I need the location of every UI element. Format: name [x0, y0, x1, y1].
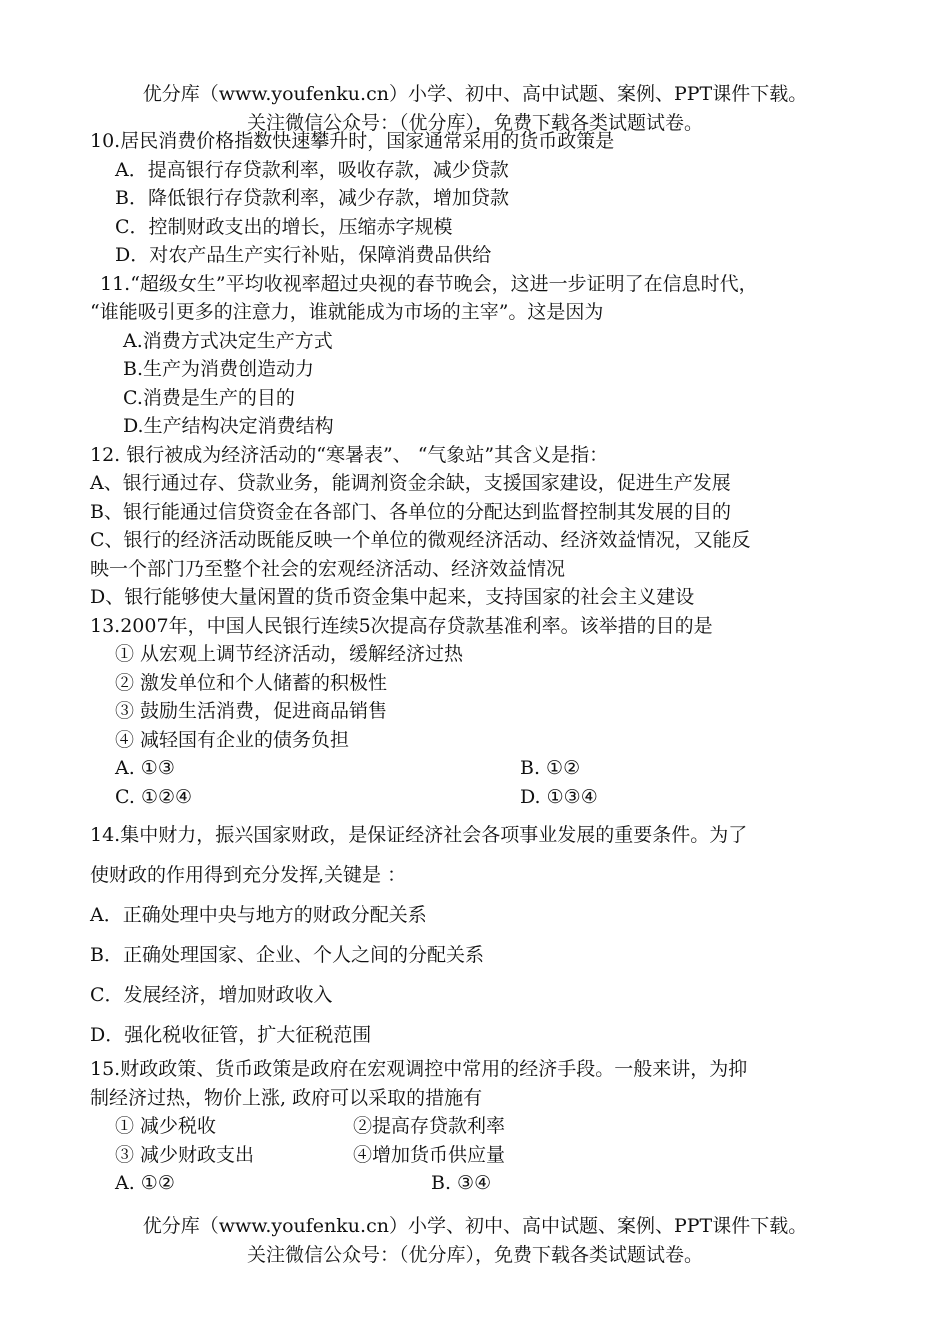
q10-option-c: C．控制财政支出的增长，压缩赤字规模 — [115, 215, 453, 238]
q13-statement-1: ① 从宏观上调节经济活动，缓解经济过热 — [115, 643, 464, 665]
q10-option-d: D．对农产品生产实行补贴，保障消费品供给 — [115, 244, 492, 266]
q15-stem-2: 制经济过热，物价上涨, 政府可以采取的措施有 — [90, 1086, 483, 1109]
q14-option-a: A．正确处理中央与地方的财政分配关系 — [90, 904, 427, 926]
q14-stem-1: 14.集中财力，振兴国家财政，是保证经济社会各项事业发展的重要条件。为了 — [90, 824, 748, 846]
q15-stem-1: 15.财政政策、货币政策是政府在宏观调控中常用的经济手段。一般来讲，为抑 — [90, 1058, 748, 1080]
q14-option-d: D．强化税收征管，扩大征税范围 — [90, 1024, 372, 1046]
footer-line-2: 关注微信公众号：（优分库），免费下载各类试题试卷。 — [246, 1243, 703, 1266]
q12-option-c-1: C、银行的经济活动既能反映一个单位的微观经济活动、经济效益情况，又能反 — [90, 529, 751, 551]
q10-stem: 10.居民消费价格指数快速攀升时，国家通常采用的货币政策是 — [90, 130, 615, 152]
question-11 — [90, 270, 880, 441]
q15-option-b: B. ③④ — [431, 1172, 492, 1194]
q13-statement-3: ③ 鼓励生活消费，促进商品销售 — [115, 700, 388, 722]
q11-option-a: A.消费方式决定生产方式 — [123, 329, 333, 352]
q14-option-c: C．发展经济，增加财政收入 — [90, 984, 333, 1006]
footer-line-1: 优分库（www.youfenku.cn）小学、初中、高中试题、案例、PPT课件下载。 — [142, 1215, 808, 1237]
q13-option-a: A. ①③ — [115, 757, 175, 779]
question-13 — [90, 612, 880, 812]
q12-option-a: A、银行通过存、贷款业务，能调剂资金余缺，支援国家建设，促进生产发展 — [90, 472, 731, 494]
q15-statement-1: ① 减少税收 — [115, 1115, 217, 1137]
q13-options-row-1 — [90, 754, 880, 783]
q15-statements-row-2 — [90, 1141, 880, 1170]
q15-options-row-1 — [90, 1169, 880, 1198]
q13-option-d: D. ①③④ — [520, 785, 598, 808]
q10-option-b: B．降低银行存贷款利率，减少存款，增加贷款 — [115, 187, 509, 209]
q12-option-c-2: 映一个部门乃至整个社会的宏观经济活动、经济效益情况 — [90, 557, 566, 580]
q11-option-d: D.生产结构决定消费结构 — [123, 415, 334, 437]
q13-option-c: C. ①②④ — [115, 785, 193, 808]
page-footer — [0, 1212, 950, 1269]
q11-stem-2: “谁能吸引更多的注意力，谁就能成为市场的主宰”。这是因为 — [90, 301, 604, 323]
q12-option-d: D、银行能够使大量闲置的货币资金集中起来，支持国家的社会主义建设 — [90, 586, 695, 608]
q10-option-a: A．提高银行存贷款利率，吸收存款，减少贷款 — [115, 158, 509, 181]
q15-statement-3: ③ 减少财政支出 — [115, 1143, 255, 1166]
q11-option-b: B.生产为消费创造动力 — [123, 358, 315, 380]
header-line-1: 优分库（www.youfenku.cn）小学、初中、高中试题、案例、PPT课件下载。 — [142, 83, 808, 105]
q15-statements-row-1 — [90, 1112, 880, 1141]
header-line-2: 关注微信公众号：（优分库），免费下载各类试题试卷。 — [246, 111, 703, 134]
q11-stem-1: 11.“超级女生”平均收视率超过央视的春节晚会，这进一步证明了在信息时代， — [100, 272, 758, 295]
question-15 — [90, 1055, 880, 1198]
question-12 — [90, 441, 880, 612]
q12-stem: 12. 银行被成为经济活动的“寒暑表”、 “气象站”其含义是指： — [90, 443, 609, 466]
q14-stem-2: 使财政的作用得到充分发挥,关键是 ： — [90, 864, 407, 886]
q14-option-b: B．正确处理国家、企业、个人之间的分配关系 — [90, 944, 484, 966]
q15-statement-4: ④增加货币供应量 — [353, 1143, 506, 1166]
question-10 — [90, 127, 880, 270]
q13-options-row-2 — [90, 783, 880, 812]
q15-statement-2: ②提高存贷款利率 — [353, 1115, 506, 1137]
question-content — [90, 127, 880, 1198]
q13-option-b: B. ①② — [520, 757, 581, 779]
question-14 — [90, 815, 880, 1055]
q15-option-a: A. ①② — [115, 1172, 175, 1194]
q13-statement-4: ④ 减轻国有企业的债务负担 — [115, 728, 350, 751]
q11-option-c: C.消费是生产的目的 — [123, 386, 295, 409]
q13-stem: 13.2007年，中国人民银行连续5次提高存贷款基准利率。该举措的目的是 — [90, 614, 713, 637]
q12-option-b: B、银行能通过信贷资金在各部门、各单位的分配达到监督控制其发展的目的 — [90, 500, 731, 523]
q13-statement-2: ② 激发单位和个人储蓄的积极性 — [115, 671, 388, 694]
